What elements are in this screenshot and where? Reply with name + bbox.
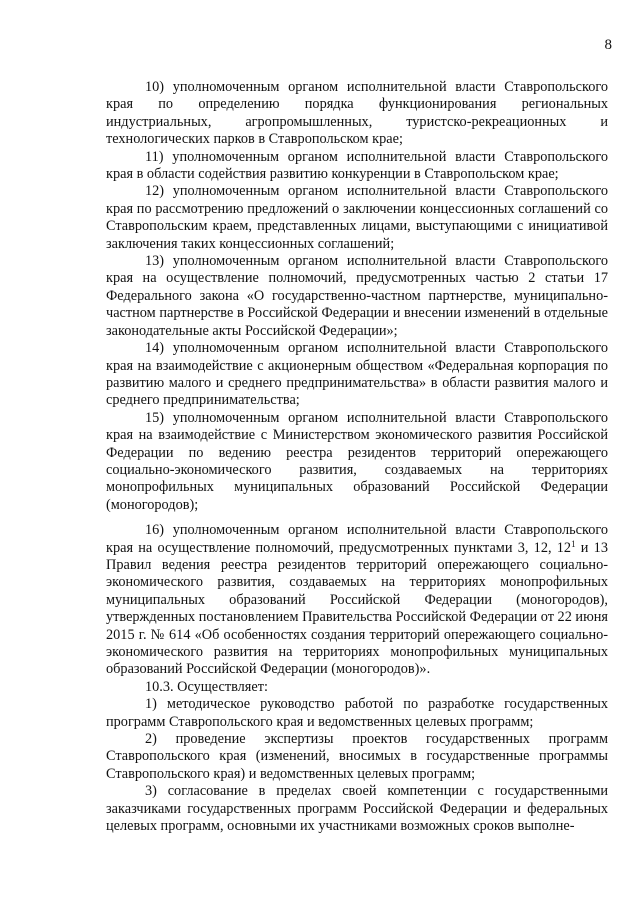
list-item-3: 3) согласование в пределах своей компетенции с государственными заказчиками государственных программ Российской Федерации и федеральных целевых программ, основными их участниками возможных сроков выполне- bbox=[106, 783, 608, 835]
list-item-1: 1) методическое руководство работой по разработке государственных программ Ставропольского края и ведомственных целевых программ; bbox=[106, 696, 608, 730]
paragraph-16-text-start: 16) уполномоченным органом исполнительной власти Ставропольского края на осуществление полномочий, предусмотренных пунктами 3, 12, 12 bbox=[106, 522, 608, 556]
paragraph-item-10: 10) уполномоченным органом исполнительной власти Ставропольского края по определению порядка функционирования региональных индустриальных, агропромышленных, туристско-рекреационных и технологических парков в Ставропольском крае; bbox=[106, 79, 608, 148]
paragraph-item-15: 15) уполномоченным органом исполнительной власти Ставропольского края на взаимодействие с Министерством экономического развития Российской Федерации по ведению реестра резидентов территорий опережающего социально-экономического развития, создаваемых на территориях монопрофильных муниципальных образований Российской Федерации (моногородов); bbox=[106, 409, 608, 513]
paragraph-item-12: 12) уполномоченным органом исполнительной власти Ставропольского края по рассмотрению предложений о заключении концессионных соглашений со Ставропольским краем, представленных лицами, выступающими с инициативой заключения таких концессионных соглашений; bbox=[106, 183, 608, 252]
paragraph-item-11: 11) уполномоченным органом исполнительной власти Ставропольского края в области содействия развитию конкуренции в Ставропольском крае; bbox=[106, 148, 608, 183]
paragraph-16-text-end: и 13 Правил ведения реестра резидентов территорий опережающего социально-экономического развития, создаваемых на территориях монопрофильных муниципальных образований Российской Федерации (моногородов), утвержденных постановлением Правительства Российской Федерации от 22 июня 2015 г. № 614 «Об особенностях создания территорий опережающего социально-экономического развития на территориях монопрофильных муниципальных образований Российской Федерации (моногородов)». bbox=[106, 539, 608, 678]
paragraph-item-14: 14) уполномоченным органом исполнительной власти Ставропольского края на взаимодействие с акционерным обществом «Федеральная корпорация по развитию малого и среднего предпринимательства» в области развития малого и среднего предпринимательства; bbox=[106, 340, 608, 409]
page-number: 8 bbox=[604, 37, 612, 53]
section-heading-10-3: 10.3. Осуществляет: bbox=[145, 678, 268, 695]
paragraph-item-16 bbox=[106, 522, 608, 679]
paragraph-item-13: 13) уполномоченным органом исполнительной власти Ставропольского края на осуществление полномочий, предусмотренных частью 2 статьи 17 Федерального закона «О государственно-частном партнерстве, муниципально-частном партнерстве в Российской Федерации и внесении изменений в отдельные законодательные акты Российской Федерации»; bbox=[106, 253, 608, 339]
list-item-2: 2) проведение экспертизы проектов государственных программ Ставропольского края (изменений, вносимых в государственные программы Ставропольского края) и ведомственных целевых программ; bbox=[106, 731, 608, 782]
document-body bbox=[106, 79, 608, 835]
superscript-marker: 1 bbox=[571, 538, 576, 549]
